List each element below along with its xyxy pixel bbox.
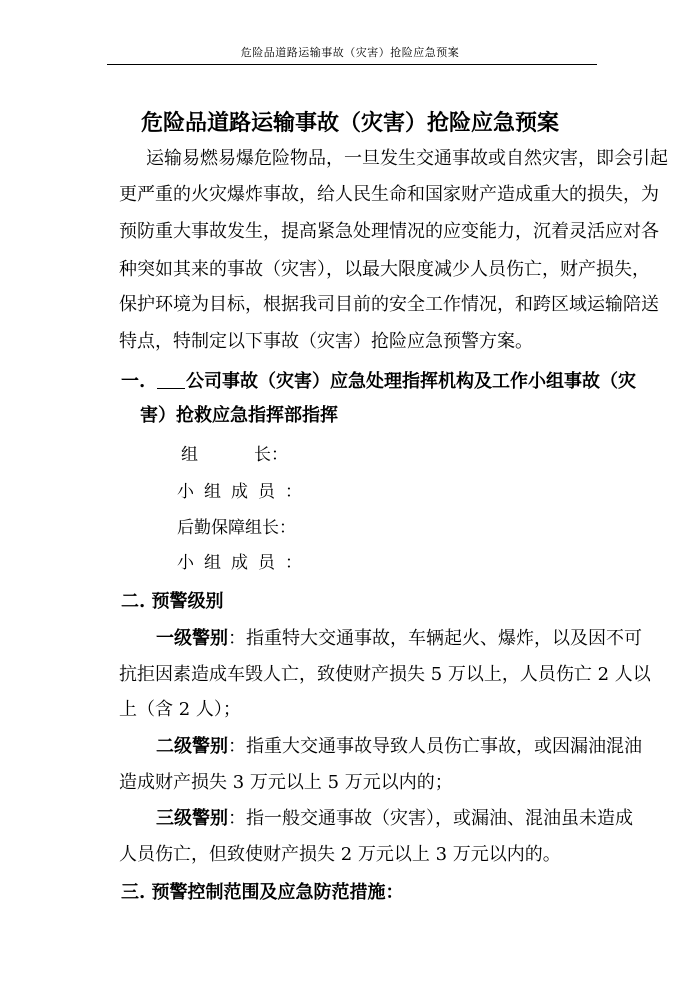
section3-heading: 三. 预警控制范围及应急防范措施： bbox=[121, 882, 404, 903]
level1-line-1 bbox=[156, 627, 642, 651]
members-label-1: 小组成员： bbox=[177, 482, 312, 502]
intro-line-4: 种突如其来的事故（灾害），以最大限度减少人员伤亡，财产损失， bbox=[119, 259, 650, 280]
intro-line-6: 特点，特制定以下事故（灾害）抢险应急预警方案。 bbox=[119, 331, 533, 352]
document-title: 危险品道路运输事故（灾害）抢险应急预案 bbox=[140, 110, 559, 136]
level1-line-3: 上（含 2 人）； bbox=[119, 699, 241, 720]
section1-line-1-text: 公司事故（灾害）应急处理指挥机构及工作小组事故（灾 bbox=[186, 371, 636, 392]
header-rule bbox=[107, 64, 597, 65]
intro-line-3: 预防重大事故发生，提高紧急处理情况的应变能力，沉着灵活应对各 bbox=[119, 221, 659, 242]
level1-label: 一级警别 bbox=[156, 628, 228, 649]
level2-line-1 bbox=[156, 735, 642, 759]
level2-label: 二级警别 bbox=[156, 736, 228, 757]
level2-line-2: 造成财产损失 3 万元以上 5 万元以内的； bbox=[119, 772, 453, 793]
section1-number: 一. bbox=[121, 371, 146, 392]
intro-line-1: 运输易燃易爆危险物品，一旦发生交通事故或自然灾害，即会引起 bbox=[146, 148, 668, 169]
level2-text: ：指重大交通事故导致人员伤亡事故，或因漏油混油 bbox=[228, 736, 642, 757]
level3-line-1 bbox=[156, 807, 633, 831]
section1-line-1 bbox=[157, 370, 636, 394]
level3-line-2: 人员伤亡，但致使财产损失 2 万元以上 3 万元以内的。 bbox=[119, 844, 561, 865]
intro-line-5: 保护环境为目标，根据我司目前的安全工作情况，和跨区域运输陪送 bbox=[119, 294, 659, 315]
leader-label-b: 长： bbox=[254, 445, 288, 465]
level3-text: ：指一般交通事故（灾害），或漏油、混油虽未造成 bbox=[228, 808, 633, 829]
leader-label-a: 组 bbox=[181, 445, 198, 465]
level3-label: 三级警别 bbox=[156, 808, 228, 829]
level1-line-2: 抗拒因素造成车毁人亡，致使财产损失 5 万以上，人员伤亡 2 人以 bbox=[119, 664, 651, 685]
section1-line-2: 害）抢救应急指挥部指挥 bbox=[140, 405, 338, 426]
intro-line-2: 更严重的火灾爆炸事故，给人民生命和国家财产造成重大的损失，为 bbox=[119, 184, 659, 205]
level1-text: ：指重特大交通事故，车辆起火、爆炸，以及因不可 bbox=[228, 628, 642, 649]
logistics-leader-label: 后勤保障组长： bbox=[177, 518, 296, 538]
running-header: 危险品道路运输事故（灾害）抢险应急预案 bbox=[240, 46, 460, 59]
blank-underline bbox=[157, 370, 185, 389]
section2-heading: 二. 预警级别 bbox=[121, 591, 224, 612]
members-label-2: 小组成员： bbox=[177, 553, 312, 573]
